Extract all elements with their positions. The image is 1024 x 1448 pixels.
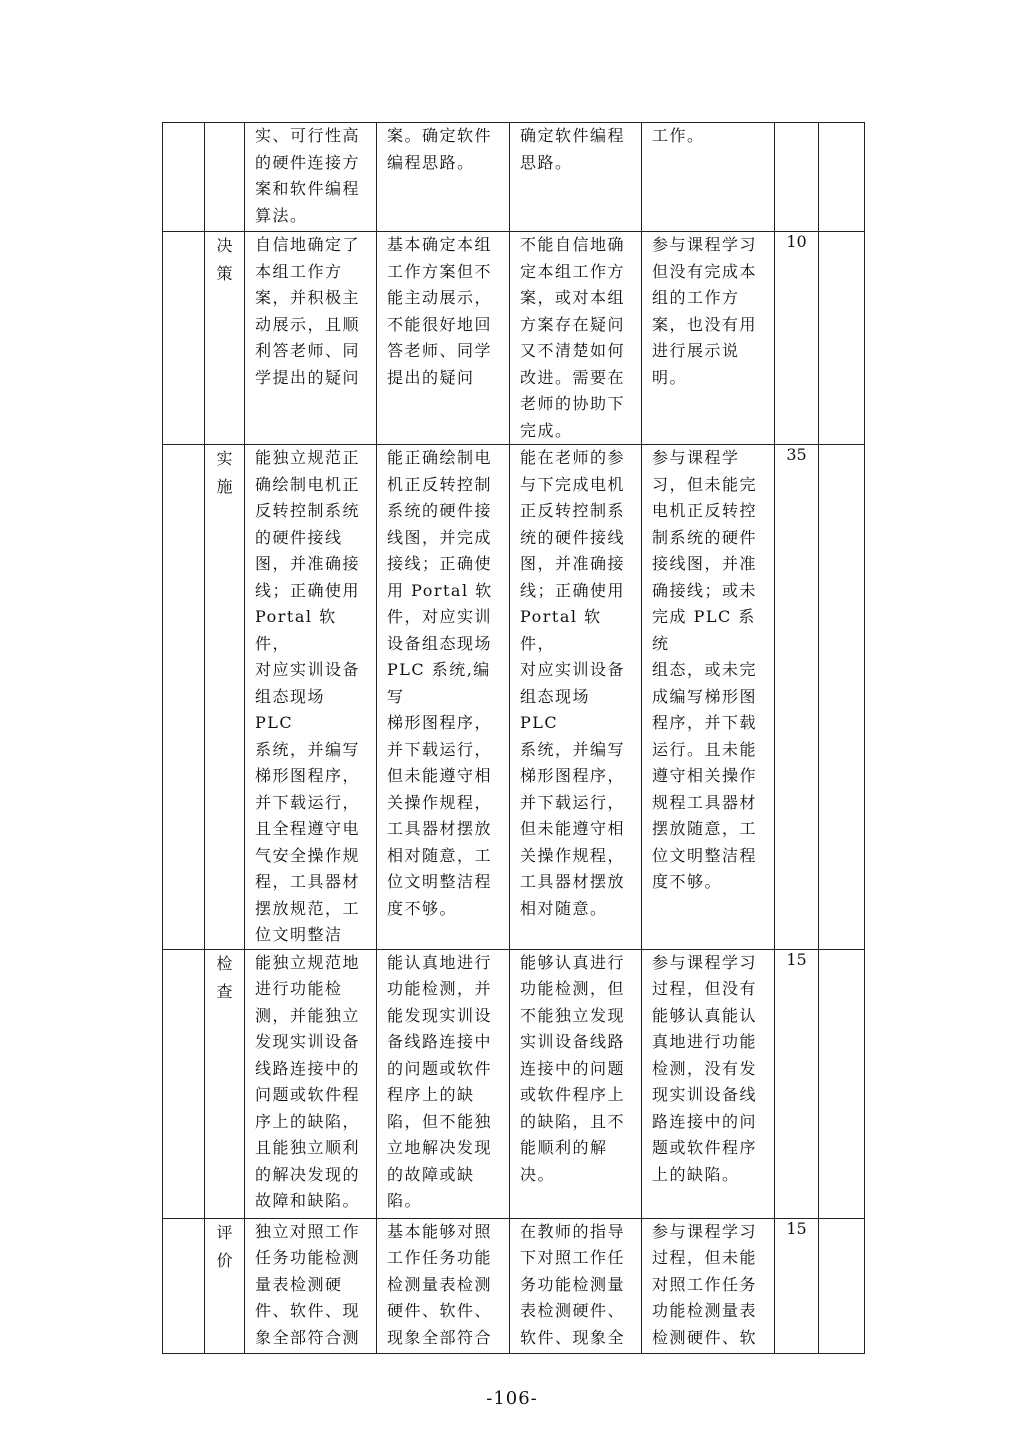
- score-cell: 10: [775, 232, 819, 445]
- criteria-good-cell: 案。确定软件 编程思路。: [377, 123, 510, 232]
- page-number: -106-: [486, 1388, 538, 1409]
- actual-score-cell: [819, 123, 865, 232]
- phase-cell: 实施: [205, 445, 245, 950]
- category-cell: [163, 949, 205, 1218]
- category-cell: [163, 1218, 205, 1353]
- criteria-excellent-cell: 能独立规范地 进行功能检 测，并能独立 发现实训设备 线路连接中的 问题或软件程 序上的缺陷， 且能独立顺利 的解决发现的 故障和缺陷。: [245, 949, 377, 1218]
- criteria-good-cell: 能正确绘制电 机正反转控制 系统的硬件接 线图，并完成 接线；正确使 用 Portal 软 件，对应实训 设备组态现场 PLC 系统,编写 梯形图程序， 并下载运行， 但未能遵守相 关操作规程， 工具器材摆放 相对随意，工 位文明整洁程 度不够。: [377, 445, 510, 950]
- table-row: [163, 232, 865, 445]
- criteria-excellent-cell: 自信地确定了 本组工作方 案，并积极主 动展示，且顺 利答老师、同 学提出的疑问: [245, 232, 377, 445]
- criteria-good-cell: 基本确定本组 工作方案但不 能主动展示， 不能很好地回 答老师、同学 提出的疑问: [377, 232, 510, 445]
- category-cell: [163, 123, 205, 232]
- criteria-excellent-cell: 能独立规范正 确绘制电机正 反转控制系统 的硬件接线 图，并准确接 线；正确使用 Portal 软件， 对应实训设备 组态现场 PLC 系统，并编写 梯形图程序， 并下载运行， 且全程遵守电 气安全操作规 程，工具器材 摆放规范，工 位文明整洁: [245, 445, 377, 950]
- criteria-excellent-cell: 独立对照工作 任务功能检测 量表检测硬 件、软件、现 象全部符合测: [245, 1218, 377, 1353]
- criteria-pass-cell: 确定软件编程 思路。: [510, 123, 642, 232]
- score-cell: 15: [775, 949, 819, 1218]
- table-row: [163, 949, 865, 1218]
- criteria-pass-cell: 能在老师的参 与下完成电机 正反转控制系 统的硬件接线 图，并准确接 线；正确使用 Portal 软件， 对应实训设备 组态现场 PLC 系统，并编写 梯形图程序， 并下载运行， 但未能遵守相 关操作规程， 工具器材摆放 相对随意。: [510, 445, 642, 950]
- score-cell: 35: [775, 445, 819, 950]
- actual-score-cell: [819, 949, 865, 1218]
- criteria-fail-cell: 参与课程学 习，但未能完 电机正反转控 制系统的硬件 接线图，并准 确接线；或未 完成 PLC 系统 组态，或未完 成编写梯形图 程序，并下载 运行。且未能 遵守相关操作 规程工具器材 摆放随意，工 位文明整洁程 度不够。: [642, 445, 775, 950]
- evaluation-rubric-table: [162, 122, 865, 1354]
- score-cell: [775, 123, 819, 232]
- criteria-fail-cell: 参与课程学习 过程，但未能 对照工作任务 功能检测量表 检测硬件、软: [642, 1218, 775, 1353]
- criteria-fail-cell: 参与课程学习 但没有完成本 组的工作方 案，也没有用 进行展示说 明。: [642, 232, 775, 445]
- category-cell: [163, 445, 205, 950]
- table-row: [163, 123, 865, 232]
- score-cell: 15: [775, 1218, 819, 1353]
- criteria-pass-cell: 不能自信地确 定本组工作方 案，或对本组 方案存在疑问 又不清楚如何 改进。需要在 老师的协助下 完成。: [510, 232, 642, 445]
- criteria-good-cell: 基本能够对照 工作任务功能 检测量表检测 硬件、软件、 现象全部符合: [377, 1218, 510, 1353]
- criteria-fail-cell: 工作。: [642, 123, 775, 232]
- table-row: [163, 1218, 865, 1353]
- criteria-good-cell: 能认真地进行 功能检测，并 能发现实训设 备线路连接中 的问题或软件 程序上的缺 陷，但不能独 立地解决发现 的故障或缺 陷。: [377, 949, 510, 1218]
- phase-cell: 检查: [205, 949, 245, 1218]
- criteria-excellent-cell: 实、可行性高 的硬件连接方 案和软件编程 算法。: [245, 123, 377, 232]
- criteria-pass-cell: 在教师的指导 下对照工作任 务功能检测量 表检测硬件、 软件、现象全: [510, 1218, 642, 1353]
- actual-score-cell: [819, 1218, 865, 1353]
- category-cell: [163, 232, 205, 445]
- actual-score-cell: [819, 232, 865, 445]
- phase-cell: 决策: [205, 232, 245, 445]
- phase-cell: 评价: [205, 1218, 245, 1353]
- phase-cell: [205, 123, 245, 232]
- criteria-fail-cell: 参与课程学习 过程，但没有 能够认真能认 真地进行功能 检测，没有发 现实训设备线 路连接中的问 题或软件程序 上的缺陷。: [642, 949, 775, 1218]
- actual-score-cell: [819, 445, 865, 950]
- table-row: [163, 445, 865, 950]
- criteria-pass-cell: 能够认真进行 功能检测，但 不能独立发现 实训设备线路 连接中的问题 或软件程序上 的缺陷，且不 能顺利的解 决。: [510, 949, 642, 1218]
